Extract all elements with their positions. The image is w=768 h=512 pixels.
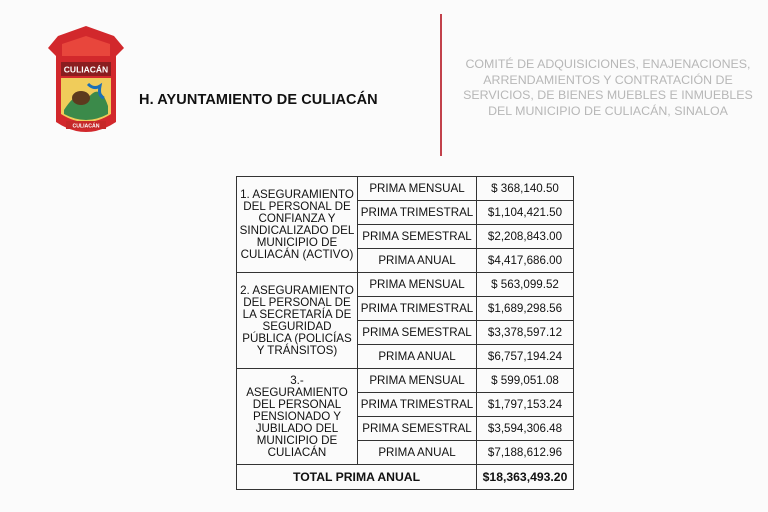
org-name: H. AYUNTAMIENTO DE CULIACÁN <box>139 92 378 108</box>
logo-bottom-label: CULIACÁN <box>72 123 100 130</box>
total-label: TOTAL PRIMA ANUAL <box>237 465 477 490</box>
culiacan-coat-of-arms-logo <box>48 26 124 138</box>
premium-type: PRIMA TRIMESTRAL <box>358 393 477 417</box>
total-amount: $18,363,493.20 <box>477 465 574 490</box>
committee-line: DEL MUNICIPIO DE CULIACÁN, SINALOA <box>488 103 728 118</box>
premium-type: PRIMA ANUAL <box>358 249 477 273</box>
committee-line: SERVICIOS, DE BIENES MUEBLES E INMUEBLES <box>463 88 753 102</box>
premium-type: PRIMA SEMESTRAL <box>358 225 477 249</box>
committee-line: ARRENDAMIENTOS Y CONTRATACIÓN DE <box>483 72 733 87</box>
premium-type: PRIMA TRIMESTRAL <box>358 297 477 321</box>
premium-amount: $1,689,298.56 <box>477 297 574 321</box>
premium-type: PRIMA SEMESTRAL <box>358 321 477 345</box>
premium-amount: $4,417,686.00 <box>477 249 574 273</box>
premium-amount: $1,104,421.50 <box>477 201 574 225</box>
premium-type: PRIMA SEMESTRAL <box>358 417 477 441</box>
insurance-premium-table <box>236 176 574 490</box>
premium-type: PRIMA ANUAL <box>358 345 477 369</box>
header-divider <box>440 14 442 156</box>
committee-name <box>448 57 768 119</box>
premium-amount: $ 368,140.50 <box>477 177 574 201</box>
logo-label: CULIACÁN <box>63 64 109 75</box>
committee-line: COMITÉ DE ADQUISICIONES, ENAJENACIONES, <box>465 57 751 71</box>
premium-amount: $3,594,306.48 <box>477 417 574 441</box>
premium-type: PRIMA MENSUAL <box>358 369 477 393</box>
premium-amount: $3,378,597.12 <box>477 321 574 345</box>
premium-amount: $2,208,843.00 <box>477 225 574 249</box>
premium-amount: $6,757,194.24 <box>477 345 574 369</box>
premium-amount: $1,797,153.24 <box>477 393 574 417</box>
premium-type: PRIMA MENSUAL <box>358 273 477 297</box>
premium-type: PRIMA ANUAL <box>358 441 477 465</box>
table-row <box>237 273 574 297</box>
table-row <box>237 177 574 201</box>
table-row <box>237 369 574 393</box>
total-row <box>237 465 574 490</box>
premium-amount: $ 599,051.08 <box>477 369 574 393</box>
premium-type: PRIMA MENSUAL <box>358 177 477 201</box>
section-title: 2. ASEGURAMIENTO DEL PERSONAL DE LA SECRETARÍA DE SEGURIDAD PÚBLICA (POLICÍAS Y TRÁNSITOS) <box>237 273 358 369</box>
section-title: 3.- ASEGURAMIENTO DEL PERSONAL PENSIONADO Y JUBILADO DEL MUNICIPIO DE CULIACÁN <box>237 369 358 465</box>
premium-amount: $7,188,612.96 <box>477 441 574 465</box>
section-title: 1. ASEGURAMIENTO DEL PERSONAL DE CONFIANZA Y SINDICALIZADO DEL MUNICIPIO DE CULIACÁN (ACTIVO) <box>237 177 358 273</box>
premium-amount: $ 563,099.52 <box>477 273 574 297</box>
premium-type: PRIMA TRIMESTRAL <box>358 201 477 225</box>
